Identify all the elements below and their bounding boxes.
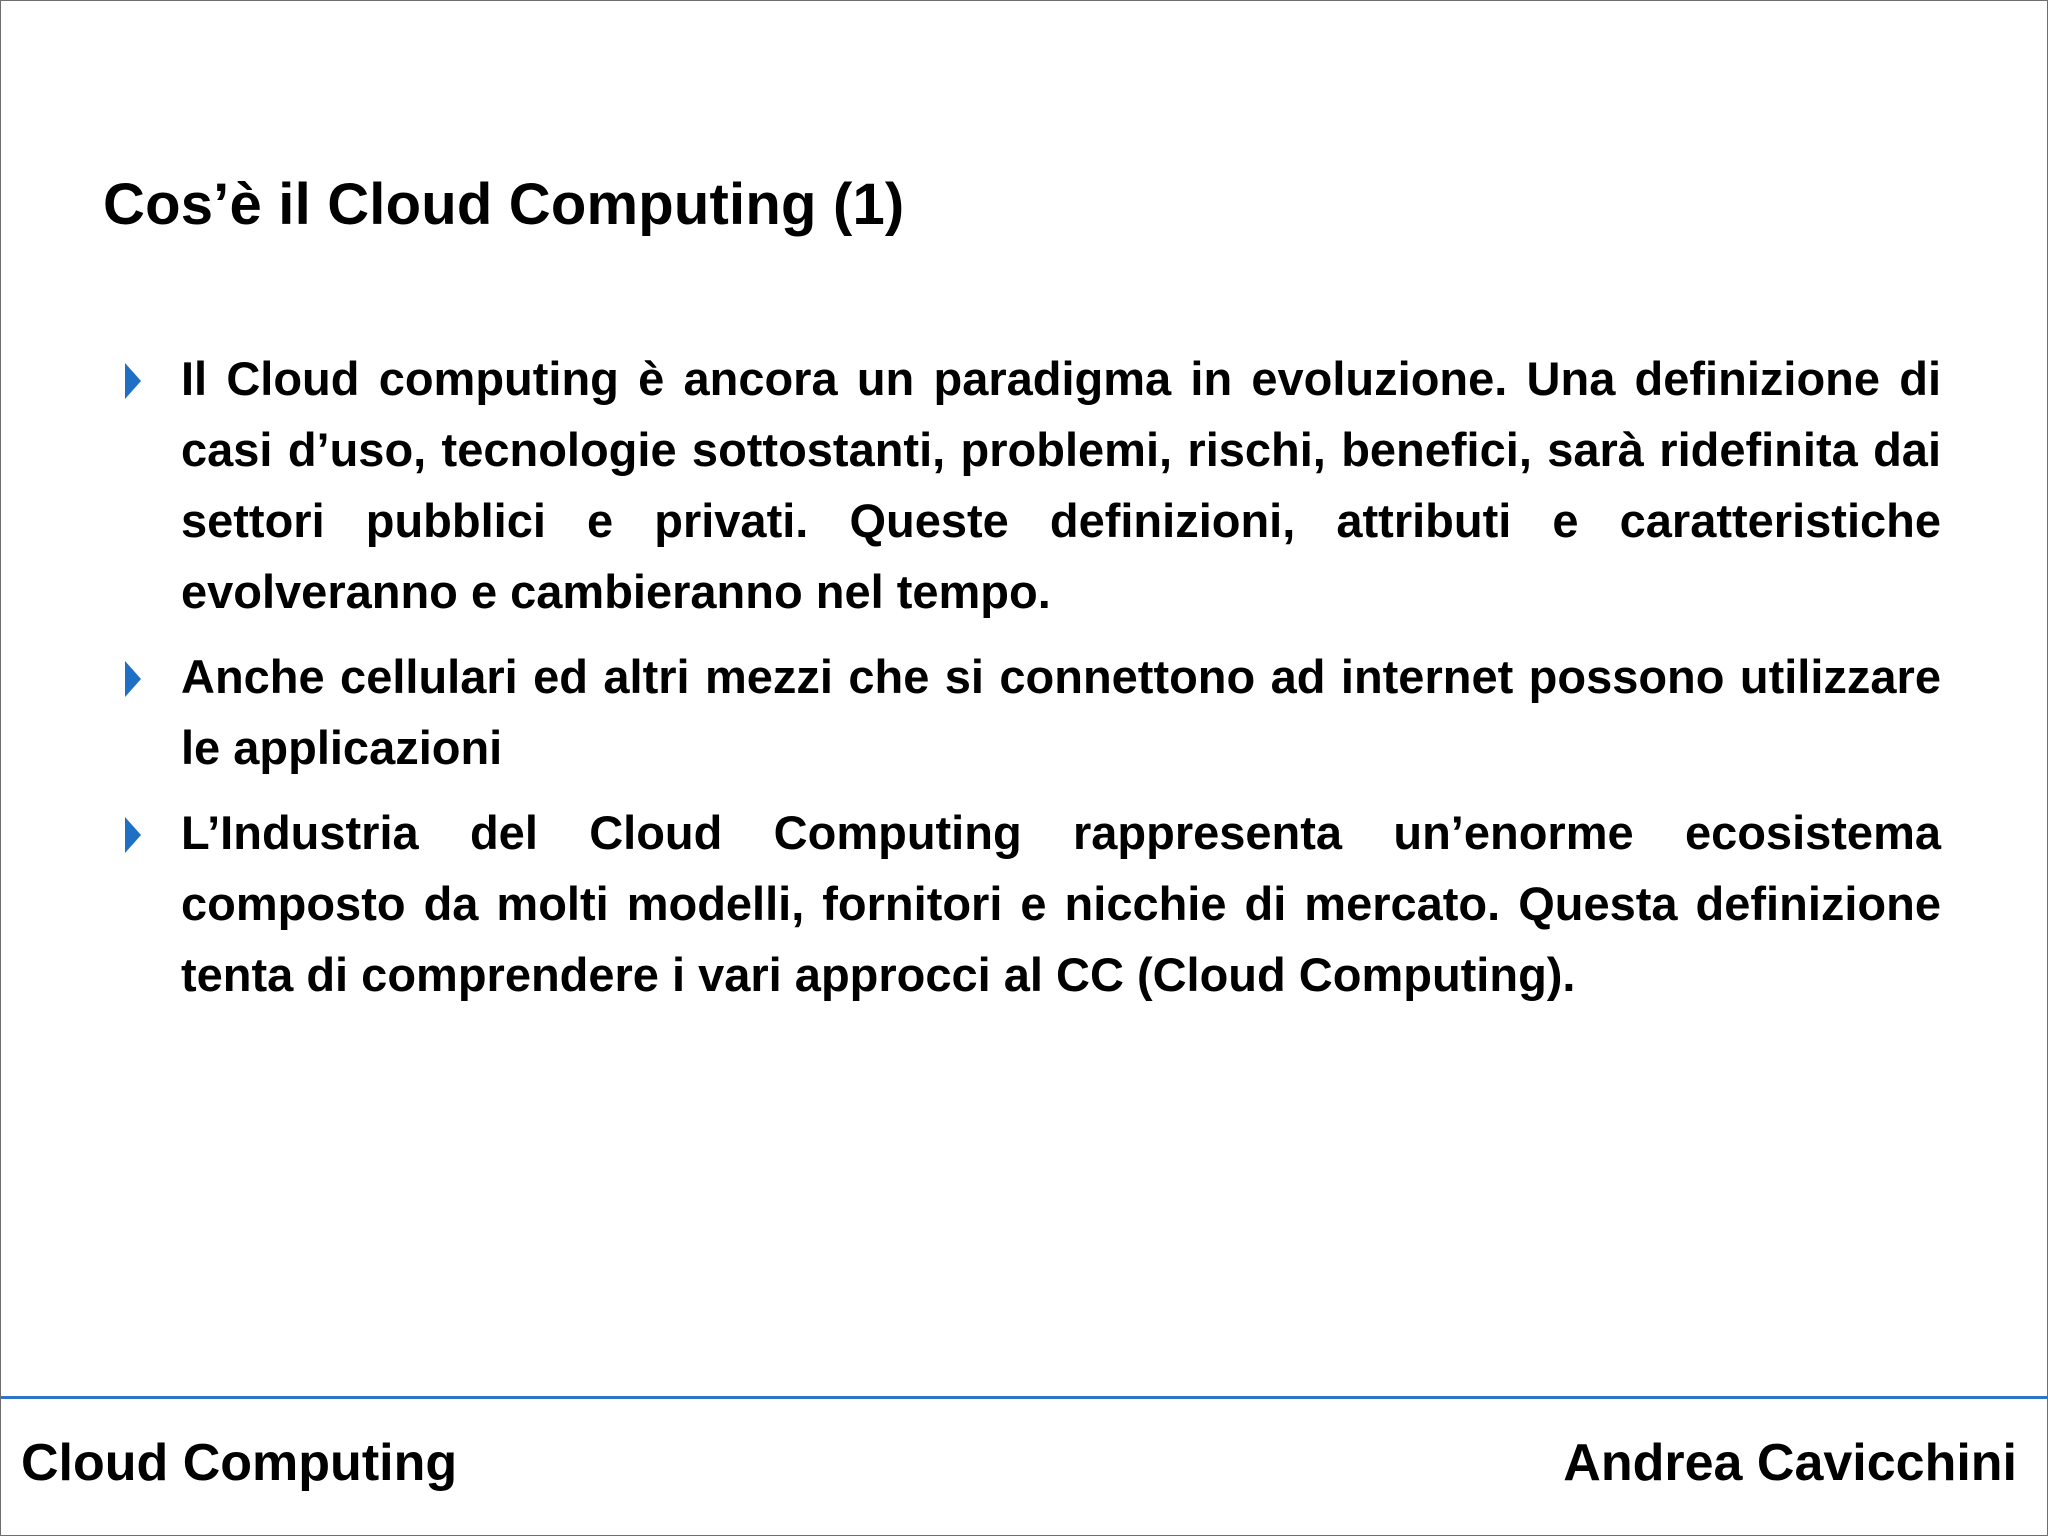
bullet-text-1: Il Cloud computing è ancora un paradigma in evoluzione. Una definizione di casi d’uso, tecnologie sottostanti, problemi, rischi, benefici, sarà ridefinita dai settori pubblici e privati. Queste definizioni, attributi e caratteristiche evolveranno e cambieranno nel tempo. — [181, 352, 1941, 618]
footer-author: Andrea Cavicchini — [1563, 1434, 2017, 1492]
bullet-item-3 — [121, 797, 1941, 1010]
bullet-item-1 — [121, 343, 1941, 627]
slide-title: Cos’è il Cloud Computing (1) — [103, 172, 905, 237]
triangle-bullet-icon — [125, 661, 141, 697]
bullet-text-3: L’Industria del Cloud Computing rappresenta un’enorme ecosistema composto da molti modelli, fornitori e nicchie di mercato. Questa definizione tenta di comprendere i vari approcci al CC (Cloud Computing). — [181, 806, 1941, 1001]
bullet-list — [121, 343, 1941, 1024]
footer-divider — [1, 1396, 2048, 1399]
bullet-text-2: Anche cellulari ed altri mezzi che si connettono ad internet possono utilizzare le applicazioni — [181, 650, 1941, 774]
triangle-bullet-icon — [125, 363, 141, 399]
bullet-item-2 — [121, 641, 1941, 783]
footer-course-title: Cloud Computing — [21, 1434, 458, 1492]
triangle-bullet-icon — [125, 817, 141, 853]
